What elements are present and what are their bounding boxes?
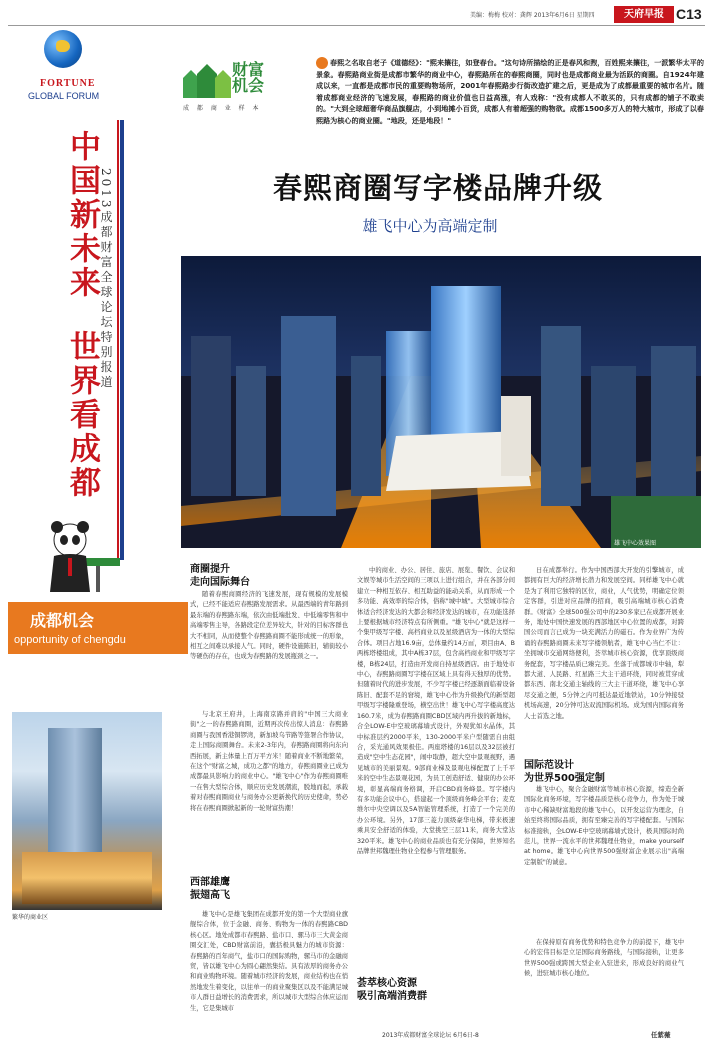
logo-subtitle: 成 都 商 业 样 本: [183, 105, 262, 112]
page-meta: 美编：梅梅 校对：龚辉 2013年6月6日 星期四: [470, 12, 595, 19]
small-photo-caption: 繁华的商业区: [12, 914, 49, 921]
fortune-logo: FORTUNE: [40, 78, 96, 89]
newspaper-masthead: 天府早报: [614, 6, 674, 23]
opportunity-title: 成都机会: [30, 611, 95, 630]
article-paragraph-1: 随着春熙商圈经济的飞速发展，现有规模的发展模式，已经不能适应春熙路发展需求。从最西端的青年路到最东端的春熙路东端，依次由低端批发、中低端零售和中高端零售主导，各路段定位差异较大，针对的目标客群也大不相同，从而使整个春熙路商圈不能形成统一的形象，相互之间难以承接人气。同时，硬件设施陈旧，辅街较小等硬伤的存在，也成为春熙路的发展瓶颈之一。: [190, 591, 348, 661]
article-paragraph-4: 中的商业、办公、居住、旅店、展览、餐饮、会议和文娱等城市生活空间的三项以上进行组合，并在各部分间建立一种相互依存、相互助益的能动关系，从而形成一个多功能、高效率的综合体，俗称"城中城"。大型城市综合体适合经济发达的大都会和经济发达的城市，在功能选择上要根据城市经济特点有所侧重。"雄飞中心"就是这样一个集甲级写字楼、高档商业以及星级酒店为一体的大型综合体。项目占地16.9亩，总体量约14万㎡，项目由A、B两栋塔楼组成，其中A栋37层，包含高档商业和甲级写字楼，B栋24层，打造由开发商自持星级酒店。由于地处市中心，春熙路商圈写字楼在区域上具有得天独厚的优势。但随着时代的进步发展，不少写字楼已经逐渐面临着设备陈旧、配套不足的窘境，雄飞中心作为升级换代的新型超甲级写字楼隆重登场，横空出世！雄飞中心写字楼高度达160.7米，成为春熙路商圈CBD区域内再升拔的新地标，合全LOW-E中空玻璃幕墙式设计，外观犹如水晶体，其中标准层约2000平米，130-2000平米户型随需自由组合，采光通风效果极佳。两座塔楼的16层以及32层被打造成"空中生态花园"，闹中取静，超大空中景观视野，遇见城市的美丽景观。9部商业梯及景观电梯配置了上千平米的空中生态景观花园，为员工创造舒适、健康的办公环境，彰显高端商务格调，开启CBD商务峰景。写字楼内有多功能会议中心，搭建起一个顶级商务峰会平台；麦克维尔中央空调以及5A智能管理系统，打造了一个完美的办公环境。另外，17部三菱力顶级豪华电梯，带来极速乘具安全舒适的体验，大堂挑空三层11米，商务大堂达320平米。雄飞中心的商业品质也有充分保障，世界知名品牌世邦魏理仕物业全程参与管理服务。: [357, 567, 515, 855]
subheadline: 雄飞中心为高端定制: [362, 217, 498, 235]
globe-land-icon: [56, 40, 70, 52]
commercial-district-photo: [12, 712, 162, 910]
night-city-rendering: [181, 256, 701, 548]
footer-note: 2013年成都财富全球论坛 6月6日-8: [382, 1032, 479, 1039]
section-heading-3: 荟萃核心资源 吸引高端消费群: [357, 978, 427, 1002]
buildings-logo-icon: [183, 64, 231, 98]
left-blue-rule: [120, 120, 124, 560]
global-forum-label: GLOBAL FORUM: [28, 91, 100, 101]
opportunity-subtitle: opportunity of chengdu: [14, 634, 126, 646]
article-paragraph-2: 与北京王府井，上海南京路并肩的"中国三大商业街"之一的春熙路商圈，近期再次传出惊人消息：春熙路商圈与我国香港铜锣湾，新加坡乌节路等签署合作协议，走上国际商圈舞台。未来2-3年内，春熙路商圈将向东向西拓展，新主体量上百万平方米！随着商业不断地繁荣，在这个"财富之城，成功之都"的地方，春熙商圈业已成为成都最具影响力的商业中心。"雄飞中心"作为春熙商圈唯一在售大型综合体，顺应历史发展潮流，脱地而起，承载着对春熙商圈商业与商务办公更新换代的历史使命，势必将在春熙商圈掀起新的一轮财富热潮！: [190, 711, 348, 812]
vertical-subtitle: 2013成都财富全球论坛特别报道: [99, 168, 113, 391]
article-paragraph-5: 日在成都举行。作为中国西部大开发的引擎城市，成都拥有巨大的经济增长潜力和发展空间。同样雄飞中心就是为了利用它独特的区位，商业，人气优势，明确定位领定客群，引进对应品牌的招商，吸引高端城市核心消费群。《财富》全球500强公司中的230多家已在成都开展业务，地处中国快速发展的西部地区中心位置的成都，对跨国公司而言已成为一块充满活力的磁石。作为业界广为传诵的春熙路商圈未来写字楼领航者，雄飞中心当仁不让：坐拥城市交通网络便利，荟萃城市核心资源，优享顶级商务配套，写字楼品质已臻完美。坐落于成都城市中轴，犁都大道、人民路、红星路三大主干道环绕，同时被贯穿成都东西、南北交通主轴线的三大主干道环绕，雄飞中心享尽交通之便，5分钟之内可抵达最近地铁站，10分钟接驳机场高速，20分钟可达双流国际机场。成为国内国际商务人士首选之地。: [524, 567, 684, 720]
main-photo-caption: 雄飞中心效果图: [614, 540, 657, 547]
section-heading-4: 国际范设计 为世界500强定制: [524, 760, 605, 784]
section-heading-2: 西部雄鹰 振翅高飞: [190, 877, 230, 901]
headline: 春熙商圈写字楼品牌升级: [272, 171, 603, 205]
article-paragraph-3: 雄飞中心是雄飞集团在成都开发的第一个大型商业旗舰综合体，位于金融、商务、购物为一体的春熙路CBD核心区。地处成都市春熙路、盐市口、骡马市三大黄金商圈交汇处，CBD财富前沿，囊括极具魅力的城市资源：春熙路的百年商气，盐市口的国际购物，骡马市的金融商贸，皆以雄飞中心为圆心翩然集结。具有浓厚的商务办公和商业购物环境。随着城市经济的发展，商业结构也在悄然地发生着变化，以往单一的商业聚集区以及不能满足城市人群日益增长的消费需求，所以城市大型综合体应运而生，它是集城市: [190, 911, 348, 1012]
left-red-rule: [117, 120, 119, 560]
intro-paragraph: 春熙之名取自老子《道德经》："熙来攘往，如登春台。"这句诗所描绘的正是春风和煦，百姓熙来攘往，一派繁华太平的景象。春熙路商业街是成都市繁华的商业中心，春熙路所在的春熙商圈，同时也是成都商业最为活跃的商圈。自1924年建成以来，一直都是成都市民的重要购物场所，2001年春熙路步行街改造扩建之后，更是成为了成都最重要的城市名片。随着成都商业经济的飞速发展，春熙路的商业价值也日益高涨，有人戏称："没有成都人不敢买的，只有成都的铺子不敢卖的。"大到全球超奢华商品旗舰店，小到地摊小百货，成都人有着超强的购物欲。成都1500多万人的特大城市，形成了以春熙路为核心的商业圈。"地段，还是地段！": [316, 58, 704, 125]
panda-mascot-icon: [40, 518, 120, 592]
logo-title: 财富机会: [232, 60, 265, 95]
article-paragraph-6: 雄飞中心，聚合金融财富等城市核心资源，缔造全新国际化商务环境，写字楼品质是核心竞争力，作为处于城市中心稀缺财富地段的雄飞中心，以开发运营为理念，自始至终将国际品质，拥有至臻完善的写字楼配套。与国际标准接轨，全LOW-E中空玻璃幕墙式设计，极具国际时尚范儿，世界一流水平的世邦魏理仕物业，make yourself at home。雄飞中心向世界500强财富企业展示出"高端定制版"的诚意。: [524, 786, 684, 866]
author-byline: 任紫薇: [651, 1031, 671, 1039]
vertical-title-1: 中国新未来: [64, 130, 100, 300]
page-number: C13: [676, 6, 702, 22]
section-heading-1: 商圈提升 走向国际舞台: [190, 564, 250, 588]
article-paragraph-7: 在保持原有商务优势和特色竞争力的前提下，雄飞中心的宏伟目标是立足国际商务路线，与国际接轨，让更多世界500强或跨国大型企业入驻进来，形成良好的商业气候，进驻城市核心地位。: [524, 939, 684, 978]
header-divider: [8, 25, 705, 26]
vertical-title-2: 世界看成都: [64, 330, 100, 500]
